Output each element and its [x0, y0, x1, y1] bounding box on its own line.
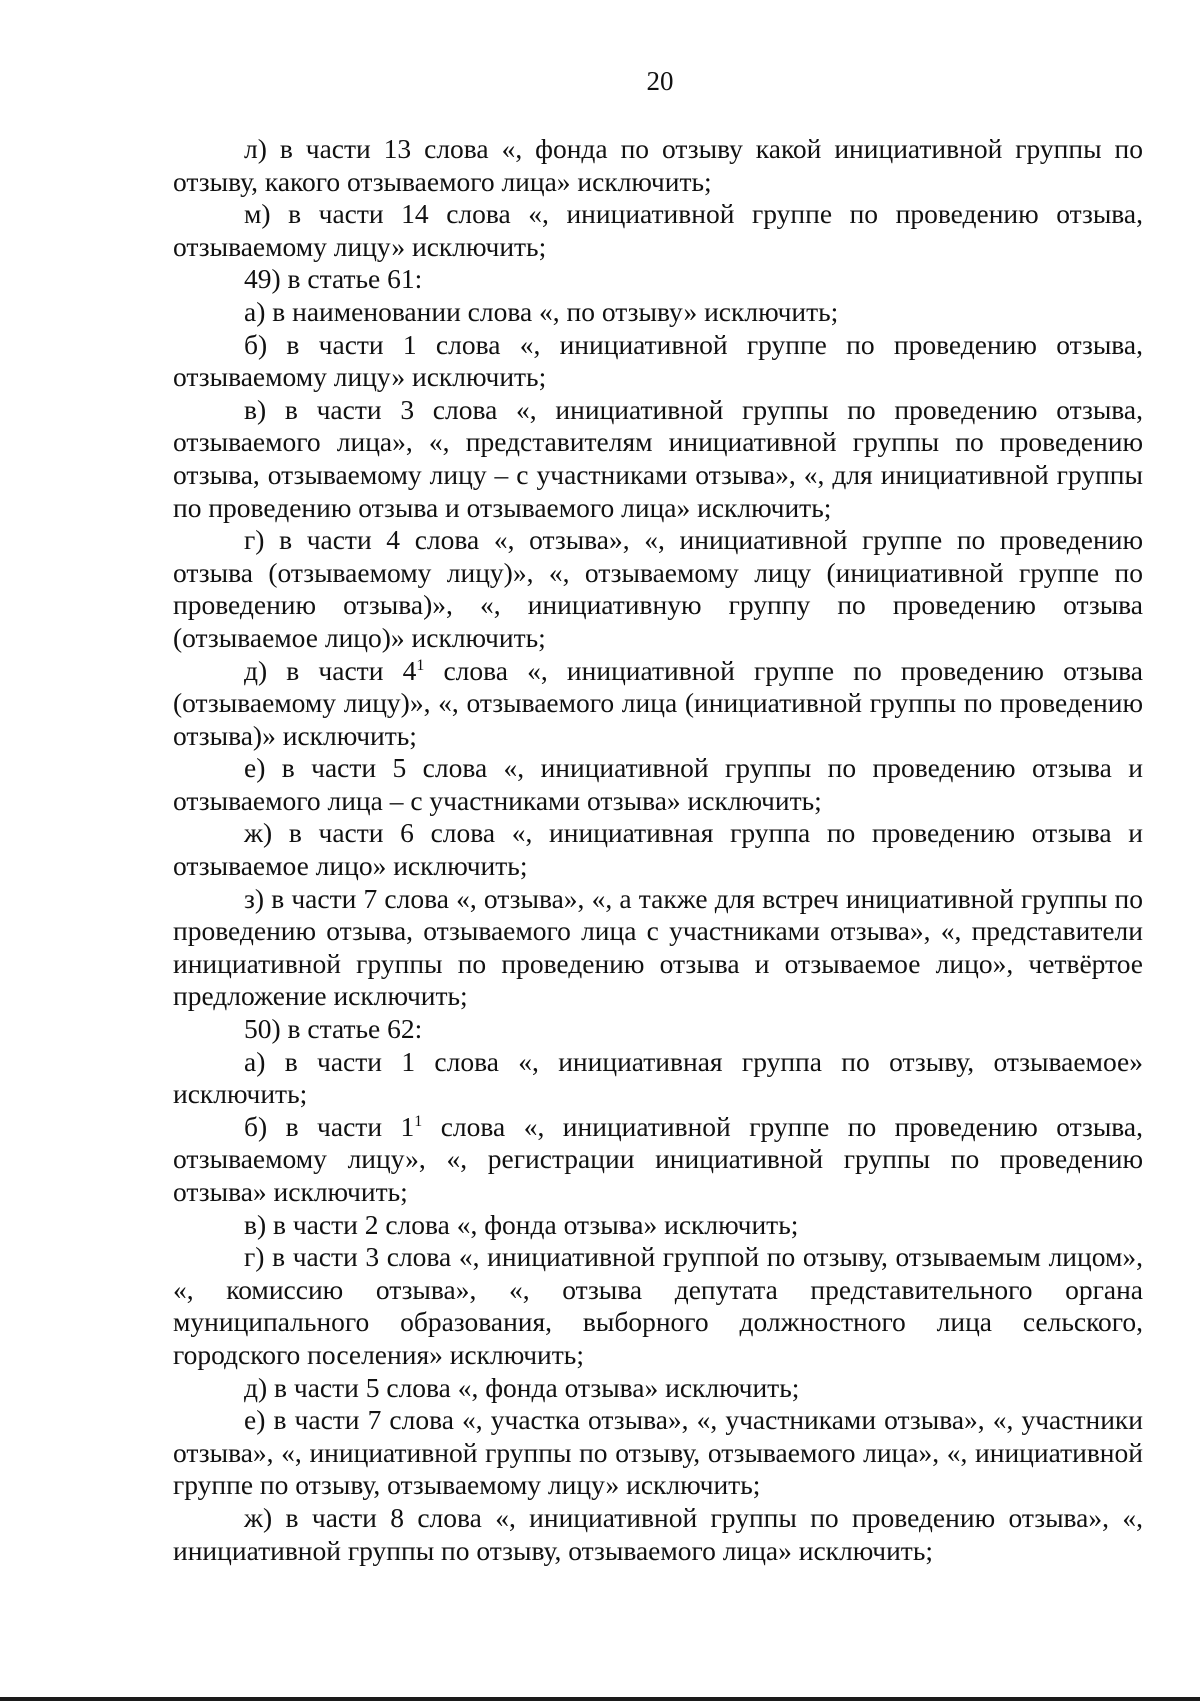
paragraph-49-b: б) в части 1 слова «, инициативной группе по проведению отзыва, отзываемому лицу» исключить;	[173, 328, 1143, 393]
paragraph-50-e: е) в части 7 слова «, участка отзыва», «, участниками отзыва», «, участники отзыва», «, инициативной группы по отзыву, отзываемого лица», «, инициативной группе по отзыву, отзываемому лицу» исключить;	[173, 1404, 1143, 1501]
paragraph-49-e: е) в части 5 слова «, инициативной группы по проведению отзыва и отзываемого лица – с участниками отзыва» исключить;	[173, 752, 1143, 816]
paragraph-49-d-rest: слова «, инициативной группе по проведению отзыва (отзываемому лицу)», «, отзываемого лица (инициативной группы по проведению отзыва)» исключить;	[173, 654, 1143, 751]
paragraph-50-g: г) в части 3 слова «, инициативной группой по отзыву, отзываемым лицом», «, комиссию отзыва», «, отзыва депутата представительного органа муниципального образования, выборного должностного лица сельского, городского поселения» исключить;	[173, 1241, 1143, 1370]
paragraph-49-d-start: д) в части 4	[244, 654, 417, 686]
paragraph-50-zh: ж) в части 8 слова «, инициативной группы по проведению отзыва», «, инициативной группы по отзыву, отзываемого лица» исключить;	[173, 1501, 1143, 1566]
bottom-edge-line	[0, 1697, 1200, 1701]
paragraph-49-z: з) в части 7 слова «, отзыва», «, а также для встреч инициативной группы по проведению отзыва, отзываемого лица с участниками отзыва», «, представители инициативной группы по проведению отзыва и отзываемое лицо», четвёртое предложение исключить;	[173, 882, 1143, 1012]
paragraph-50-b-rest: слова «, инициативной группе по проведению отзыва, отзываемому лицу», «, регистрации инициативной группы по проведению отзыва» исключить;	[173, 1110, 1143, 1207]
paragraph-50-d: д) в части 5 слова «, фонда отзыва» исключить;	[244, 1371, 800, 1403]
superscript-marker: 1	[416, 656, 425, 674]
paragraph-49-v: в) в части 3 слова «, инициативной группы по проведению отзыва, отзываемого лица», «, представителям инициативной группы по проведению отзыва, отзываемому лицу – с участниками отзыва», «, для инициативной группы по проведению отзыва и отзываемого лица» исключить;	[173, 393, 1143, 523]
paragraph-item-50: 50) в статье 62:	[244, 1013, 423, 1045]
paragraph-m: м) в части 14 слова «, инициативной группе по проведению отзыва, отзываемому лицу» исключить;	[173, 198, 1143, 262]
paragraph-49-g: г) в части 4 слова «, отзыва», «, инициативной группе по проведению отзыва (отзываемому лицу)», «, отзываемому лицу (инициативной группе по проведению отзыва)», «, инициативную группу по проведению отзыва (отзываемое лицо)» исключить;	[173, 524, 1143, 653]
paragraph-50-a: а) в части 1 слова «, инициативная группа по отзыву, отзываемое» исключить;	[173, 1045, 1143, 1110]
superscript-marker: 1	[414, 1112, 423, 1130]
paragraph-l: л) в части 13 слова «, фонда по отзыву какой инициативной группы по отзыву, какого отзываемого лица» исключить;	[173, 133, 1143, 197]
document-body	[173, 133, 1143, 1567]
paragraph-50-v: в) в части 2 слова «, фонда отзыва» исключить;	[244, 1208, 799, 1240]
paragraph-49-d	[173, 655, 1143, 753]
paragraph-49-zh: ж) в части 6 слова «, инициативная группа по проведению отзыва и отзываемое лицо» исключить;	[173, 817, 1143, 882]
paragraph-49-a: а) в наименовании слова «, по отзыву» исключить;	[244, 295, 839, 327]
paragraph-50-b	[173, 1111, 1143, 1209]
page-number: 20	[646, 66, 674, 96]
paragraph-item-49: 49) в статье 61:	[244, 263, 423, 295]
paragraph-50-b-start: б) в части 1	[244, 1110, 415, 1142]
